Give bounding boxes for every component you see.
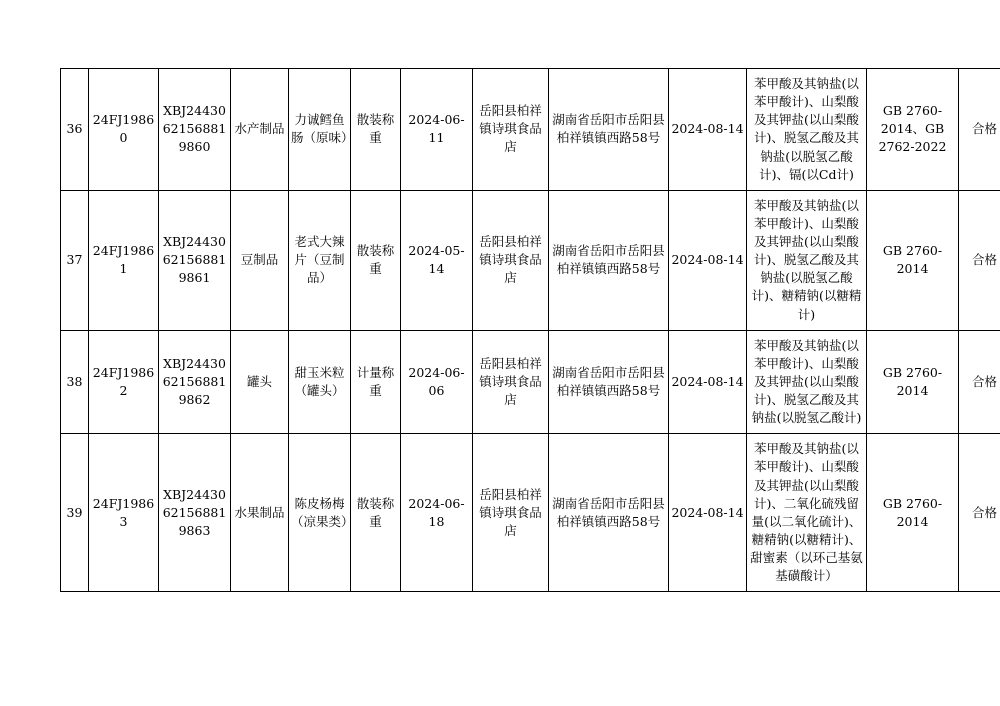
cell-unit-name: 岳阳县柏祥镇诗琪食品店 (473, 330, 549, 434)
cell-spec: 散装称重 (351, 190, 401, 330)
cell-sample-no: XBJ24430621568819861 (159, 190, 231, 330)
cell-food-category: 水果制品 (231, 434, 289, 592)
table-row (61, 330, 1000, 434)
cell-production-date: 2024-06-06 (401, 330, 473, 434)
cell-publish-date: 2024-08-14 (669, 190, 747, 330)
cell-sample-no: XBJ24430621568819862 (159, 330, 231, 434)
cell-spec: 散装称重 (351, 434, 401, 592)
cell-food-category: 罐头 (231, 330, 289, 434)
cell-spec: 计量称重 (351, 330, 401, 434)
cell-conclusion: 合格 (959, 330, 1000, 434)
cell-conclusion: 合格 (959, 190, 1000, 330)
cell-unit-address: 湖南省岳阳市岳阳县柏祥镇镇西路58号 (549, 434, 669, 592)
cell-sample-form-no: 24FJ19862 (89, 330, 159, 434)
cell-conclusion: 合格 (959, 434, 1000, 592)
table-row (61, 69, 1000, 191)
cell-row-number: 36 (61, 69, 89, 191)
inspection-table-container (60, 68, 997, 592)
cell-row-number: 37 (61, 190, 89, 330)
cell-publish-date: 2024-08-14 (669, 330, 747, 434)
cell-food-name: 甜玉米粒（罐头） (289, 330, 351, 434)
cell-sample-form-no: 24FJ19861 (89, 190, 159, 330)
cell-publish-date: 2024-08-14 (669, 69, 747, 191)
cell-unit-name: 岳阳县柏祥镇诗琪食品店 (473, 434, 549, 592)
cell-unit-address: 湖南省岳阳市岳阳县柏祥镇镇西路58号 (549, 330, 669, 434)
cell-inspection-items: 苯甲酸及其钠盐(以苯甲酸计)、山梨酸及其钾盐(以山梨酸计)、脱氢乙酸及其钠盐(以脱氢乙酸计) (747, 330, 867, 434)
cell-conclusion: 合格 (959, 69, 1000, 191)
cell-inspection-items: 苯甲酸及其钠盐(以苯甲酸计)、山梨酸及其钾盐(以山梨酸计)、脱氢乙酸及其钠盐(以脱氢乙酸计)、镉(以Cd计) (747, 69, 867, 191)
cell-unit-address: 湖南省岳阳市岳阳县柏祥镇镇西路58号 (549, 190, 669, 330)
cell-food-name: 力诚鳕鱼肠（原味） (289, 69, 351, 191)
cell-food-name: 陈皮杨梅（凉果类） (289, 434, 351, 592)
cell-inspection-items: 苯甲酸及其钠盐(以苯甲酸计)、山梨酸及其钾盐(以山梨酸计)、二氧化硫残留量(以二氧化硫计)、糖精钠(以糖精计)、甜蜜素（以环己基氨基磺酸计） (747, 434, 867, 592)
cell-publish-date: 2024-08-14 (669, 434, 747, 592)
cell-production-date: 2024-06-18 (401, 434, 473, 592)
cell-row-number: 38 (61, 330, 89, 434)
cell-row-number: 39 (61, 434, 89, 592)
cell-sample-form-no: 24FJ19863 (89, 434, 159, 592)
cell-standard: GB 2760-2014 (867, 434, 959, 592)
cell-spec: 散装称重 (351, 69, 401, 191)
cell-sample-no: XBJ24430621568819863 (159, 434, 231, 592)
cell-unit-name: 岳阳县柏祥镇诗琪食品店 (473, 190, 549, 330)
cell-food-category: 水产制品 (231, 69, 289, 191)
cell-production-date: 2024-06-11 (401, 69, 473, 191)
cell-sample-form-no: 24FJ19860 (89, 69, 159, 191)
cell-standard: GB 2760-2014 (867, 190, 959, 330)
inspection-results-table (60, 68, 1000, 592)
cell-food-name: 老式大辣片（豆制品） (289, 190, 351, 330)
cell-unit-address: 湖南省岳阳市岳阳县柏祥镇镇西路58号 (549, 69, 669, 191)
cell-standard: GB 2760-2014 (867, 330, 959, 434)
table-row (61, 190, 1000, 330)
cell-standard: GB 2760-2014、GB 2762-2022 (867, 69, 959, 191)
cell-production-date: 2024-05-14 (401, 190, 473, 330)
cell-unit-name: 岳阳县柏祥镇诗琪食品店 (473, 69, 549, 191)
cell-sample-no: XBJ24430621568819860 (159, 69, 231, 191)
cell-inspection-items: 苯甲酸及其钠盐(以苯甲酸计)、山梨酸及其钾盐(以山梨酸计)、脱氢乙酸及其钠盐(以脱氢乙酸计)、糖精钠(以糖精计) (747, 190, 867, 330)
cell-food-category: 豆制品 (231, 190, 289, 330)
table-row (61, 434, 1000, 592)
